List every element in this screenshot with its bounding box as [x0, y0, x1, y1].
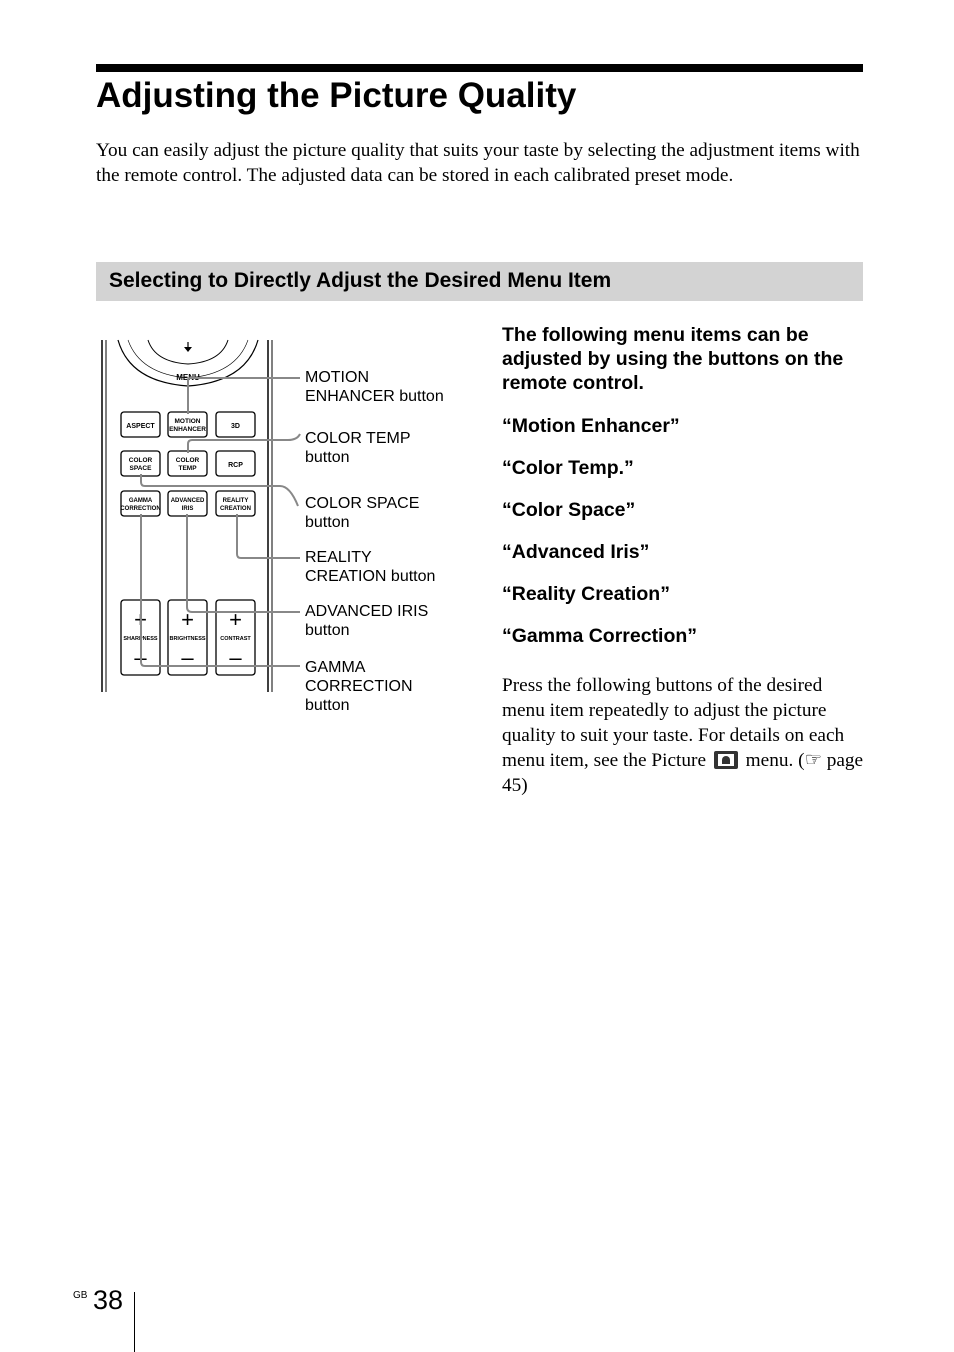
brightness-plus-label: + — [181, 607, 194, 632]
motion-enhancer-callout: MOTION ENHANCER button — [305, 369, 444, 405]
advanced-iris-label-1: ADVANCED — [170, 498, 205, 504]
reality-creation-label-1: REALITY — [222, 498, 249, 504]
list-item: “Reality Creation” — [502, 583, 670, 605]
reality-creation-callout: REALITY CREATION button — [305, 549, 436, 585]
color-temp-callout: COLOR TEMP button — [305, 430, 411, 466]
color-temp-label-2: TEMP — [178, 465, 197, 472]
list-item: “Color Temp.” — [502, 457, 634, 479]
contrast-label: CONTRAST — [220, 636, 251, 642]
gamma-correction-callout: GAMMA CORRECTION button — [305, 659, 413, 714]
lead-paragraph: The following menu items can be adjusted by using the buttons on the remote control. — [502, 324, 844, 394]
advanced-iris-label-2: IRIS — [181, 506, 194, 512]
advanced-iris-callout: ADVANCED IRIS button — [305, 603, 429, 639]
gamma-correction-label-2: CORRECTION — [120, 506, 161, 512]
color-temp-label-1: COLOR — [175, 457, 200, 464]
instructions-paragraph: Press the following buttons of the desired menu item repeatedly to adjust the picture quality to suit your taste. For details on each menu item, see the Picture menu. (☞ page 45) — [502, 675, 864, 796]
brightness-label: BRIGHTNESS — [169, 636, 206, 642]
color-space-label-1: COLOR — [128, 457, 153, 464]
list-item: “Motion Enhancer” — [502, 415, 680, 437]
3d-button-label: 3D — [231, 423, 240, 430]
footer-rule — [134, 1292, 135, 1352]
contrast-minus-label: – — [229, 645, 242, 670]
contrast-plus-label: + — [229, 607, 242, 632]
page-number: 38 — [93, 1285, 124, 1315]
menu-item-list — [502, 413, 697, 665]
section-title: Selecting to Directly Adjust the Desired Menu Item — [109, 269, 612, 292]
region-tag: GB — [73, 1290, 88, 1301]
color-space-callout: COLOR SPACE button — [305, 495, 420, 531]
aspect-button-label: ASPECT — [126, 423, 155, 430]
sharpness-minus-label: – — [134, 645, 147, 670]
advanced-iris-leader-line — [187, 514, 300, 612]
menu-label: MENU — [176, 373, 200, 382]
color-space-label-2: SPACE — [129, 465, 152, 472]
gamma-correction-label-1: GAMMA — [128, 498, 153, 504]
intro-paragraph: You can easily adjust the picture quality that suits your taste by selecting the adjustment items with the remote control. The adjusted data can be stored in each calibrated preset mode. — [96, 140, 860, 186]
motion-enhancer-label-1: MOTION — [174, 418, 201, 425]
reference-icon: ☞ — [804, 750, 822, 771]
instructions-text: Press the following buttons of the desired menu item repeatedly to adjust the picture quality to suit your taste. For details on each menu item, see the Picture — [502, 675, 845, 771]
page-reference: page 45 — [502, 750, 864, 796]
rcp-button-label: RCP — [228, 462, 243, 469]
sharpness-plus-label: + — [134, 607, 147, 632]
reality-creation-label-2: CREATION — [220, 506, 251, 512]
page-title: Adjusting the Picture Quality — [96, 76, 577, 115]
down-arrow-head-icon — [184, 347, 192, 352]
instructions-menu-word: menu. — [745, 750, 794, 771]
list-item: “Color Space” — [502, 499, 636, 521]
list-item: “Advanced Iris” — [502, 541, 650, 563]
motion-enhancer-label-2: ENHANCER — [169, 426, 206, 433]
sharpness-label: SHARPNESS — [123, 636, 158, 642]
picture-menu-icon — [714, 751, 738, 769]
list-item: “Gamma Correction” — [502, 625, 698, 647]
brightness-minus-label: – — [181, 645, 194, 670]
